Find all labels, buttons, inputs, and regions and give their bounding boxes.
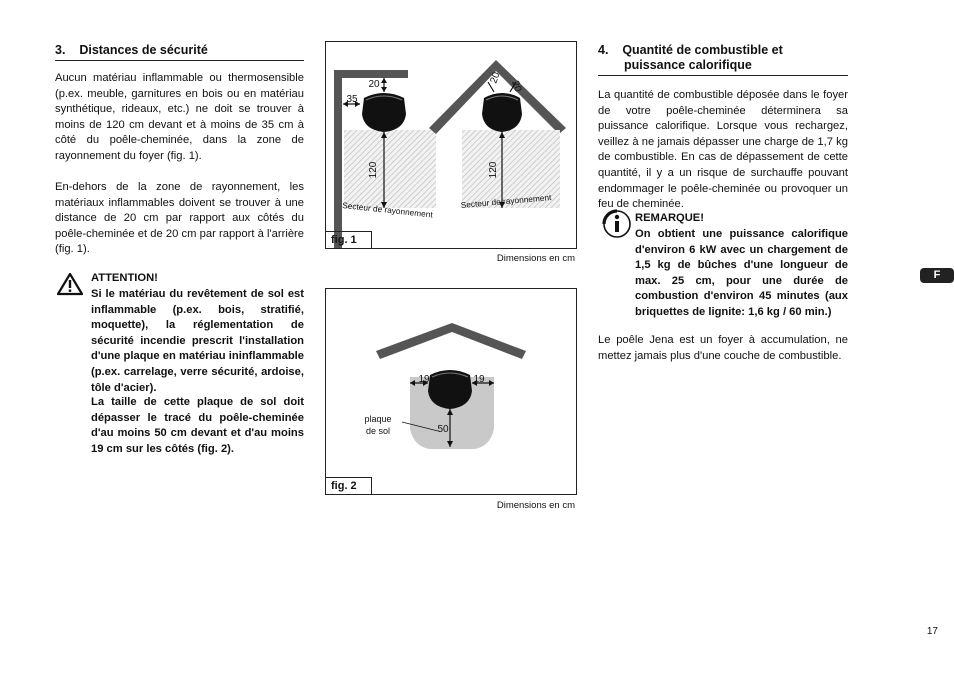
fig1-left-back-label: 20: [368, 79, 380, 90]
figure-1-label: fig. 1: [326, 231, 372, 249]
figure-1-diagram: [326, 42, 576, 248]
note-text: On obtient une puissance calorifique d'environ 6 kW avec un chargement de 1,5 kg de bûches d'une longueur de max. 25 cm, pour une durée de combustion d'environ 45 minutes (aux briquettes de lignite: 1,6 kg / 60 min.): [635, 228, 848, 318]
fig1-right-b-label: 20: [509, 79, 524, 94]
section-4-paragraph-1: La quantité de combustible déposée dans le foyer de votre poêle-cheminée déterminera sa puissance calorifique. Lorsque vous rechargez, veillez à ne jamais dépasser une charge de 1,7 kg de combustible. En cas de dépassement de cette quantité, il y a un risque de surchauffe pouvant endommager le poêle-cheminée ou provoquer un feu de cheminée.: [598, 89, 848, 211]
section-3-paragraph-1: Aucun matériau inflammable ou thermosensible (p.ex. meuble, garnitures en bois ou en matériau synthétique, rideaux, etc.) ne doit se trouver à moins de 120 cm devant et à moins de 35 cm à côté du poêle-cheminée, dans la zone de rayonnement du foyer (fig. 1).: [55, 72, 304, 162]
fig1-right-a-label: 20: [488, 70, 503, 86]
section-4-paragraph-2: Le poêle Jena est un foyer à accumulation, ne mettez jamais plus d'une couche de combustible.: [598, 334, 848, 362]
figure-2-caption: Dimensions en cm: [496, 500, 575, 511]
figure-1: [325, 41, 577, 249]
section-3-paragraph-2: En-dehors de la zone de rayonnement, les matériaux inflammables doivent se trouver à une distance de 20 cm par rapport aux côtés du poêle-cheminée et de 20 cm par rapport à l'arrière (fig. 1).: [55, 181, 304, 256]
fig2-plate-label-2: de sol: [365, 426, 391, 436]
warning-icon: [57, 272, 83, 296]
fig1-left-zone-label: Secteur de rayonnement: [341, 200, 434, 220]
language-badge: F: [920, 268, 954, 283]
info-icon: [602, 209, 632, 239]
note-title: REMARQUE!: [635, 212, 704, 224]
fig1-right-front-label: 120: [488, 161, 499, 179]
figure-2-diagram: [326, 289, 576, 494]
fig2-front-label: 50: [437, 424, 449, 435]
attention-text-2: La taille de cette plaque de sol doit dépasser le tracé du poêle-cheminée d'au moins 50 cm devant et d'au moins 19 cm sur les côtés (fig. 2).: [91, 396, 304, 455]
fig1-right-zone-label: Secteur de rayonnement: [460, 192, 552, 210]
figure-1-caption: Dimensions en cm: [496, 253, 575, 264]
figure-2: [325, 288, 577, 495]
fig2-side-left-label: 19: [418, 374, 430, 385]
radiation-zone-left: [344, 130, 436, 208]
attention-title: ATTENTION!: [91, 272, 158, 284]
figure-2-label: fig. 2: [326, 477, 372, 495]
fig2-plate-label-1: plaque: [364, 414, 392, 424]
section-4-heading-line-1: 4. Quantité de combustible et: [598, 43, 783, 57]
fig1-left-side-label: 35: [346, 94, 358, 105]
fig1-left-front-label: 120: [368, 161, 379, 179]
fig2-side-right-label: 19: [473, 374, 485, 385]
attention-text-1: Si le matériau du revêtement de sol est inflammable (p.ex. bois, stratifié, moquette), la réglementation de sécurité incendie prescrit l'installation d'une plaque en matériau ininflammable (p.ex. carrelage, verre sécurité, ardoise, tôle d'acier).: [91, 288, 304, 394]
section-4-heading-line-2: puissance calorifique: [598, 57, 848, 76]
page-number: 17: [926, 626, 938, 637]
section-3-heading: 3. Distances de sécurité: [55, 42, 304, 61]
